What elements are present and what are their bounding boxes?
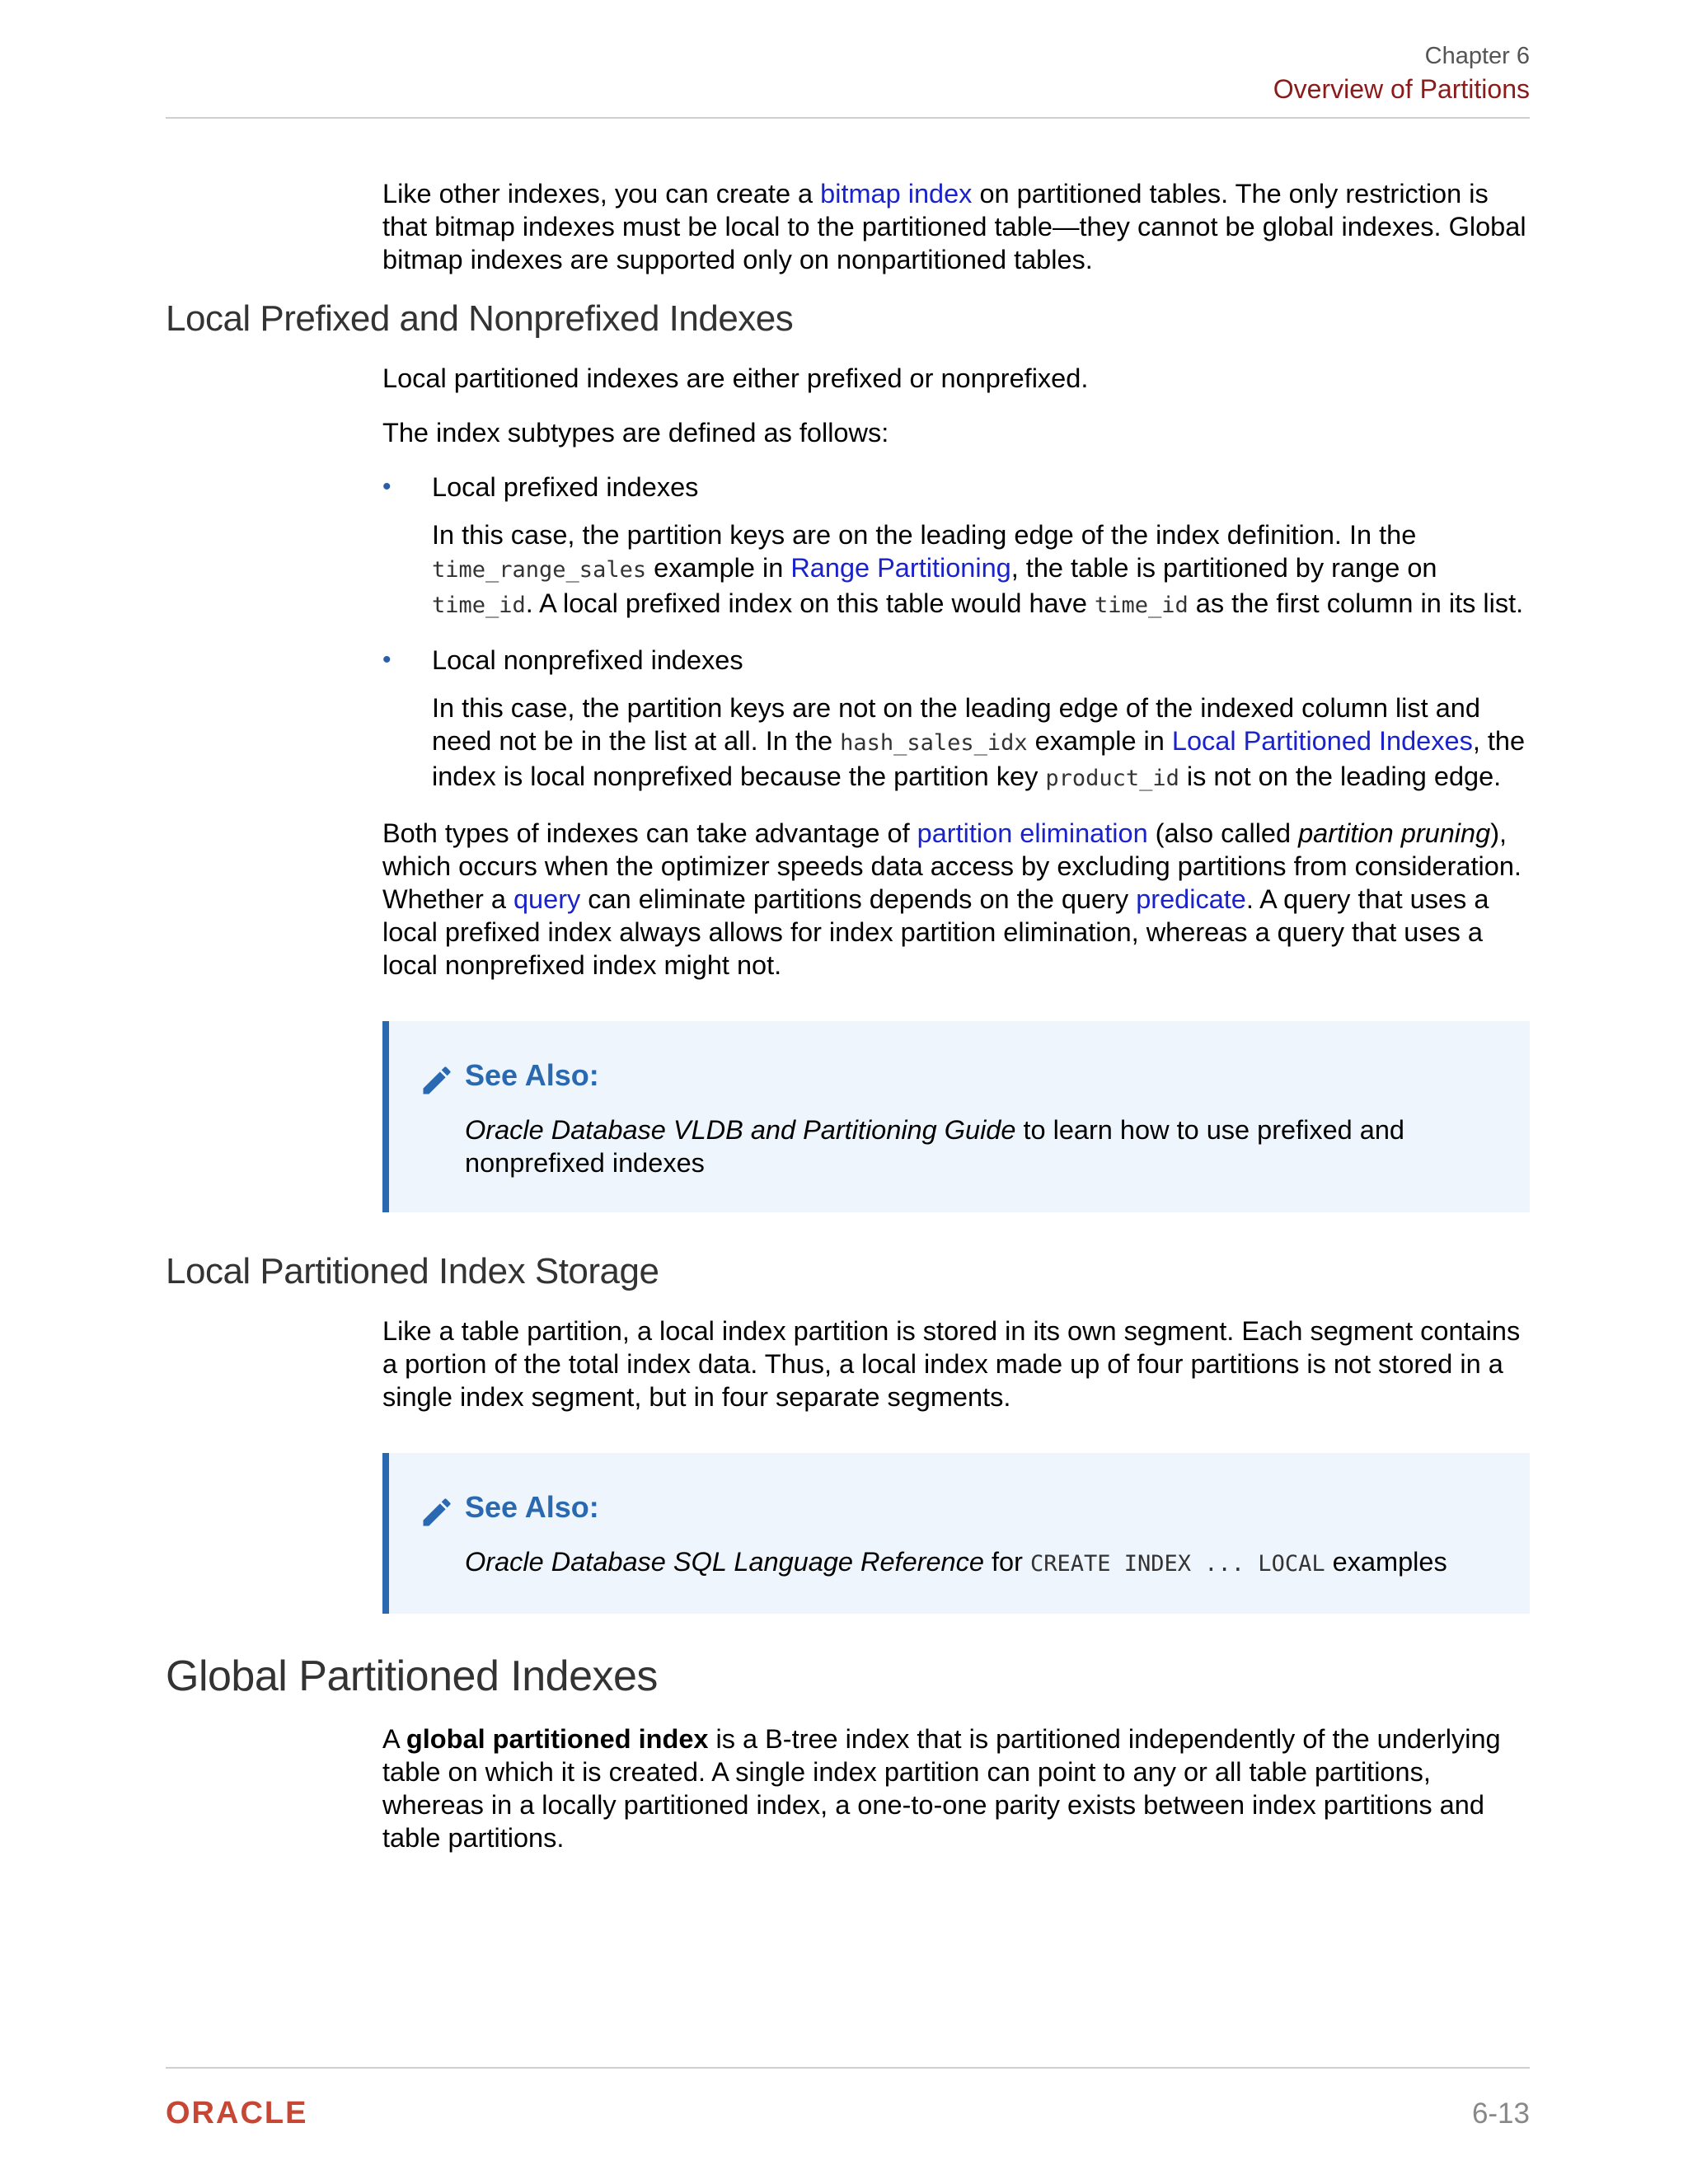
list-item-title: Local prefixed indexes bbox=[432, 472, 699, 502]
code-term: time_id bbox=[1094, 593, 1189, 618]
section3-body bbox=[382, 1722, 1530, 1854]
see-also-text bbox=[465, 1545, 1497, 1581]
see-also-callout bbox=[382, 1021, 1530, 1212]
list-item bbox=[382, 644, 1530, 795]
chapter-title: Overview of Partitions bbox=[1273, 74, 1530, 104]
section1-body bbox=[382, 362, 1530, 1212]
footer-divider bbox=[166, 2067, 1530, 2069]
bullet-icon: • bbox=[382, 646, 392, 673]
text-run: is not on the leading edge. bbox=[1179, 762, 1502, 791]
link-local-partitioned-indexes[interactable]: Local Partitioned Indexes bbox=[1171, 726, 1473, 756]
text-run: A bbox=[382, 1724, 406, 1754]
text-run: for bbox=[983, 1547, 1030, 1577]
see-also-text bbox=[465, 1113, 1497, 1179]
code-term: time_range_sales bbox=[432, 557, 647, 583]
text-run: , the index is local nonprefixed because the partition key bbox=[432, 726, 1526, 791]
see-also-callout bbox=[382, 1453, 1530, 1614]
text-run: . A query that uses a local prefixed index always allows for index partition elimination, whereas a query that uses a local nonprefixed index might not. bbox=[382, 884, 1489, 980]
link-partition-elimination[interactable]: partition elimination bbox=[917, 818, 1148, 848]
paragraph: Like a table partition, a local index partition is stored in its own segment. Each segment contains a portion of the total index data. Thus, a local index made up of four partitions is not stored in a single index segment, but in four separate segments. bbox=[382, 1316, 1521, 1412]
oracle-logo bbox=[166, 2095, 355, 2131]
heading-local-index-storage: Local Partitioned Index Storage bbox=[166, 1251, 659, 1291]
section2-body bbox=[382, 1315, 1530, 1614]
text-run: on partitioned tables. The only restriction is that bitmap indexes must be local to the partitioned table—they cannot be global indexes. Global bitmap indexes are supported only on nonpartitioned tables. bbox=[382, 179, 1526, 274]
subtype-list bbox=[382, 471, 1530, 795]
text-run: to learn how to use prefixed and nonprefixed indexes bbox=[465, 1115, 1405, 1178]
text-run: is a B-tree index that is partitioned independently of the underlying table on which it is created. A single index partition can point to any or all table partitions, whereas in a locally partitioned index, a one-to-one parity exists between index partitions and table partitions. bbox=[382, 1724, 1501, 1853]
paragraph: Local partitioned indexes are either prefixed or nonprefixed. bbox=[382, 363, 1089, 393]
text-run: ), which occurs when the optimizer speeds data access by excluding partitions from consideration. Whether a bbox=[382, 818, 1522, 914]
header-divider bbox=[166, 117, 1530, 119]
bold-term: global partitioned index bbox=[406, 1724, 709, 1754]
book-reference: Oracle Database SQL Language Reference bbox=[465, 1547, 984, 1577]
text-run: example in bbox=[646, 553, 791, 583]
code-term: time_id bbox=[432, 593, 526, 618]
text-run: Both types of indexes can take advantage of bbox=[382, 818, 917, 848]
list-item-title: Local nonprefixed indexes bbox=[432, 645, 743, 675]
paragraph bbox=[382, 1722, 1530, 1854]
intro-block bbox=[382, 177, 1530, 276]
link-bitmap-index[interactable]: bitmap index bbox=[820, 179, 973, 209]
see-also-heading: See Also: bbox=[465, 1490, 599, 1524]
text-run: Like other indexes, you can create a bbox=[382, 179, 821, 209]
emphasis-term: partition pruning bbox=[1298, 818, 1491, 848]
text-run: examples bbox=[1325, 1547, 1447, 1577]
page-content bbox=[166, 177, 1530, 1876]
see-also-heading: See Also: bbox=[465, 1058, 599, 1092]
heading-local-prefixed: Local Prefixed and Nonprefixed Indexes bbox=[166, 298, 794, 339]
text-run: In this case, the partition keys are on the leading edge of the index definition. In the bbox=[432, 520, 1417, 550]
text-run: . A local prefixed index on this table would have bbox=[525, 588, 1095, 618]
book-reference: Oracle Database VLDB and Partitioning Guide bbox=[465, 1115, 1016, 1145]
text-run: In this case, the partition keys are not on the leading edge of the indexed column list and need not be in the list at all. In the bbox=[432, 693, 1480, 756]
text-run: can eliminate partitions depends on the query bbox=[580, 884, 1137, 914]
list-item bbox=[382, 471, 1530, 622]
oracle-logo-text: ORACLE bbox=[166, 2096, 308, 2130]
chapter-label: Chapter 6 bbox=[1424, 43, 1530, 69]
code-term: product_id bbox=[1045, 766, 1179, 791]
code-term: hash_sales_idx bbox=[840, 730, 1028, 756]
pencil-icon bbox=[419, 1494, 455, 1530]
heading-global-partitioned-indexes: Global Partitioned Indexes bbox=[166, 1652, 658, 1700]
text-run: as the first column in its list. bbox=[1188, 588, 1524, 618]
link-range-partitioning[interactable]: Range Partitioning bbox=[790, 553, 1011, 583]
link-predicate[interactable]: predicate bbox=[1136, 884, 1246, 914]
bullet-icon: • bbox=[382, 473, 392, 500]
intro-paragraph bbox=[382, 177, 1530, 276]
code-term: CREATE INDEX ... LOCAL bbox=[1029, 1551, 1325, 1577]
page-number: 6-13 bbox=[1471, 2097, 1530, 2130]
paragraph: The index subtypes are defined as follows: bbox=[382, 418, 889, 448]
link-query[interactable]: query bbox=[513, 884, 581, 914]
paragraph-partition-elimination bbox=[382, 817, 1530, 982]
text-run: example in bbox=[1027, 726, 1172, 756]
list-item-description bbox=[432, 691, 1530, 795]
list-item-description bbox=[432, 518, 1530, 622]
pencil-icon bbox=[419, 1062, 455, 1099]
text-run: (also called bbox=[1147, 818, 1299, 848]
text-run: , the table is partitioned by range on bbox=[1010, 553, 1437, 583]
